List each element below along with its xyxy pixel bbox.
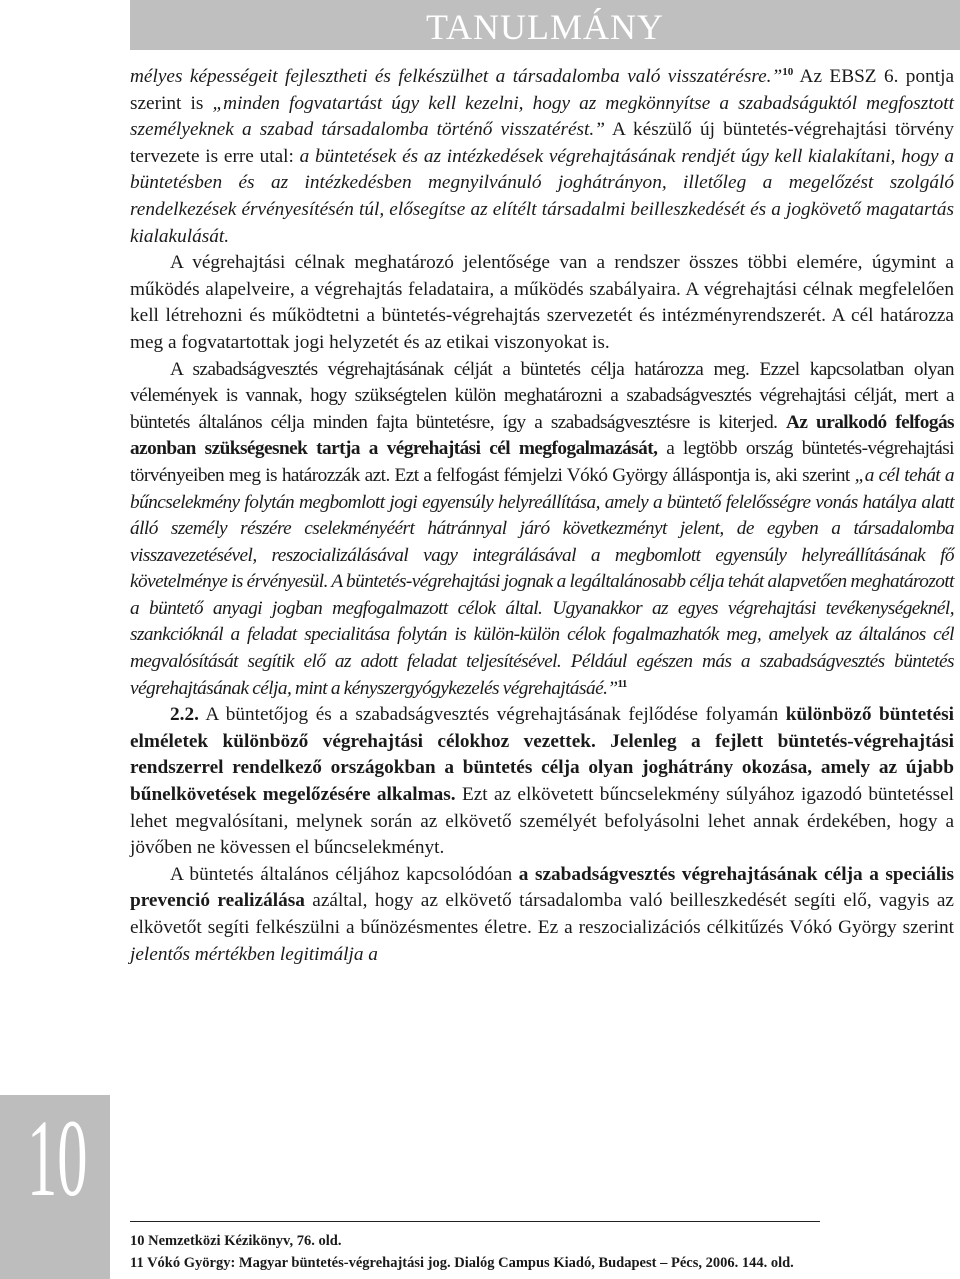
section-title: TANULMÁNY — [425, 7, 665, 47]
section-header-band — [130, 0, 960, 50]
draft-law-quote: a büntetések és az intézkedések végrehajtásának rendjét úgy kell kialakítani, hogy a büntetésben és az intézkedésben megnyilvánuló joghátrányon, illetőleg a megelőzést szolgáló rendelkezések érvényesítésén túl, elősegítse az elítélt társadalmi beilleszkedését és a jogkövető magatartás kialakulását. — [130, 145, 954, 247]
voko-quote: „a cél tehát a bűncselekmény folytán megbomlott jogi egyensúly helyreállítása, amely a büntető felelősségre vonás hatálya alatt álló személy részére cselekményéért hátránnyal járó következményt jelent, de egyben a társadalomba visszavezetésével, reszocializálásával vagy integrálásával a megbomlott egyensúly helyreállításának fő követelménye is érvényesül. A büntetés-végrehajtási jognak a legáltalánosabb célja tehát alapvetően meghatározott a büntető anyagi jogban megfogalmazott célok által. Ugyanakkor az egyes végrehajtási tevékenységeknél, szankcióknál a feladat specialitása folytán is külön-külön célok fogalmazhatók meg, amelyek az általános cél megvalósítását segítik elő az adott feladat teljesítésével. Például egészen más a szabadságvesztés büntetés végrehajtásának célja, mint a kényszergyógykezelés végrehajtásáé.” — [130, 464, 954, 699]
italic-text: jelentős mértékben legitimálja a — [130, 943, 378, 965]
footnote-text: Vókó György: Magyar büntetés-végrehajtási jog. Dialóg Campus Kiadó, Budapest – Pécs, 2006. 144. old. — [147, 1255, 794, 1271]
bold-text: Az uralkodó felfogás azonban szükségesnek tartja a végrehajtási cél megfogalmazását, — [130, 411, 954, 460]
section-number: 2.2. — [170, 704, 199, 726]
bold-text: a szabadságvesztés végrehajtásának célja a speciális prevenció realizálása — [130, 863, 954, 912]
paragraph-3 — [130, 357, 954, 703]
text: A büntetőjog és a szabadságvesztés végrehajtásának fejlődése folyamán — [198, 704, 786, 726]
footnote — [130, 1252, 954, 1274]
text: A készülő új büntetés-végrehajtási törvény tervezete is erre utal: — [130, 119, 954, 167]
page-number-bar — [0, 1095, 110, 1279]
italic-text: mélyes képességeit fejlesztheti és felkészülhet a társadalomba való visszatérésre.” — [130, 66, 783, 87]
paragraph-5 — [130, 862, 954, 968]
footnote-ref-10: 10 — [782, 66, 794, 78]
footnotes — [130, 1230, 954, 1274]
footnote-text: Nemzetközi Kézikönyv, 76. old. — [148, 1233, 342, 1249]
paragraph-1 — [130, 64, 954, 250]
text: Az EBSZ 6. pontja szerint is — [130, 66, 954, 114]
text: A büntetés általános céljához kapcsolódóan — [170, 863, 519, 885]
page-number: 10 — [26, 1097, 88, 1219]
article-body — [130, 64, 954, 968]
bold-text: különböző büntetési elméletek különböző végrehajtási célokhoz vezettek. Jelenleg a fejlett büntetés-végrehajtási rendszerrel rendelkező országokban a büntetés célja olyan joghátrány okozása, amely az újabb bűnelkövetések megelőzésére alkalmas. — [130, 704, 954, 806]
ebsz-quote: „minden fogvatartást úgy kell kezelni, hogy az megkönnyítse a szabadságuktól megfosztott személyeknek a szabad társadalomba történő visszatérést.” — [130, 92, 954, 141]
footnote-ref-11: 11 — [617, 677, 627, 690]
footnote-number: 10 — [130, 1233, 145, 1249]
paragraph-4 — [130, 702, 954, 862]
text: Ezt az elkövetett bűncselekmény súlyához igazodó büntetéssel lehet megvalósítani, melynek során az elkövető személyét befolyásolni lehet annak érdekében, hogy a jövőben ne kövessen el bűncselekményt. — [130, 784, 954, 859]
footnote — [130, 1230, 954, 1252]
text: a legtöbb ország büntetés-végrehajtási törvényeiben meg is határozzák azt. Ezt a felfogást fémjelzi Vókó György álláspontja is, aki szerint — [130, 438, 954, 486]
footnote-number: 11 — [130, 1255, 144, 1271]
footnote-divider — [130, 1221, 820, 1222]
paragraph-2: A végrehajtási célnak meghatározó jelentősége van a rendszer összes többi elemére, úgymint a működés alapelveire, a végrehajtás feladataira, a működés szabályaira. A végrehajtási célnak megfelelően kell létrehozni és működtetni a büntetés-végrehajtás szervezetét és intézményrendszerét. A cél határozza meg a fogvatartottak jogi helyzetét és az etikai viszonyokat is. — [130, 252, 954, 353]
text: azáltal, hogy az elkövető társadalomba való beilleszkedését segíti elő, vagyis az elkövetőt segíti felkészülni a bűnözésmentes életre. Ez a reszocializációs célkitűzés Vókó György szerint — [130, 890, 954, 938]
text: A szabadságvesztés végrehajtásának célját a büntetés célja határozza meg. Ezzel kapcsolatban olyan vélemények is vannak, hogy szükségtelen külön meghatározni a szabadságvesztés végrehajtási célját, mert a büntetés általános célja minden fajta büntetésre, így a szabadságvesztésre is kiterjed. — [130, 358, 954, 433]
